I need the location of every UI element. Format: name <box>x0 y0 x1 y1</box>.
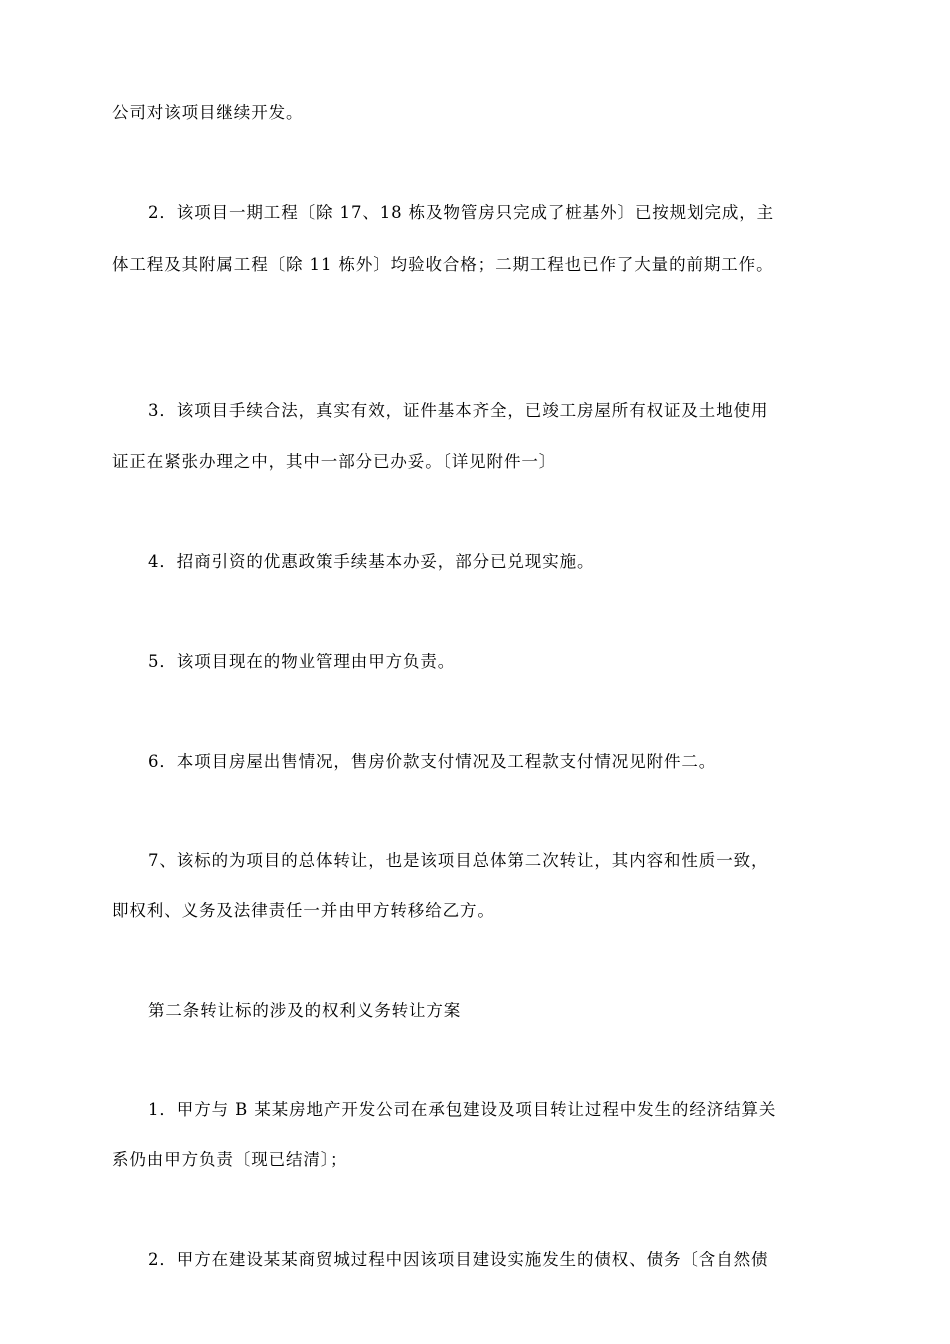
paragraph-line-3: 体工程及其附属工程〔除 11 栋外〕均验收合格；二期工程也已作了大量的前期工作。 <box>112 255 774 274</box>
paragraph-line-14: 2．甲方在建设某某商贸城过程中因该项目建设实施发生的债权、债务〔含自然债 <box>148 1250 769 1269</box>
paragraph-line-10: 即权利、义务及法律责任一并由甲方转移给乙方。 <box>112 901 495 920</box>
paragraph-line-4: 3．该项目手续合法，真实有效，证件基本齐全，已竣工房屋所有权证及土地使用 <box>148 401 769 420</box>
paragraph-line-9: 7、该标的为项目的总体转让，也是该项目总体第二次转让，其内容和性质一致， <box>148 851 769 870</box>
paragraph-line-8: 6．本项目房屋出售情况，售房价款支付情况及工程款支付情况见附件二。 <box>148 752 717 771</box>
paragraph-line-12: 1．甲方与 B 某某房地产开发公司在承包建设及项目转让过程中发生的经济结算关 <box>148 1100 777 1119</box>
paragraph-line-6: 4．招商引资的优惠政策手续基本办妥，部分已兑现实施。 <box>148 552 595 571</box>
section-heading: 第二条转让标的涉及的权利义务转让方案 <box>148 1001 462 1020</box>
paragraph-line-13: 系仍由甲方负责〔现已结清〕； <box>112 1150 348 1169</box>
paragraph-line-7: 5．该项目现在的物业管理由甲方负责。 <box>148 652 456 671</box>
paragraph-line-5: 证正在紧张办理之中，其中一部分已办妥。〔详见附件一〕 <box>112 452 557 471</box>
paragraph-line-2: 2．该项目一期工程〔除 17、18 栋及物管房只完成了桩基外〕已按规划完成，主 <box>148 203 775 222</box>
paragraph-line-1: 公司对该项目继续开发。 <box>112 103 304 122</box>
